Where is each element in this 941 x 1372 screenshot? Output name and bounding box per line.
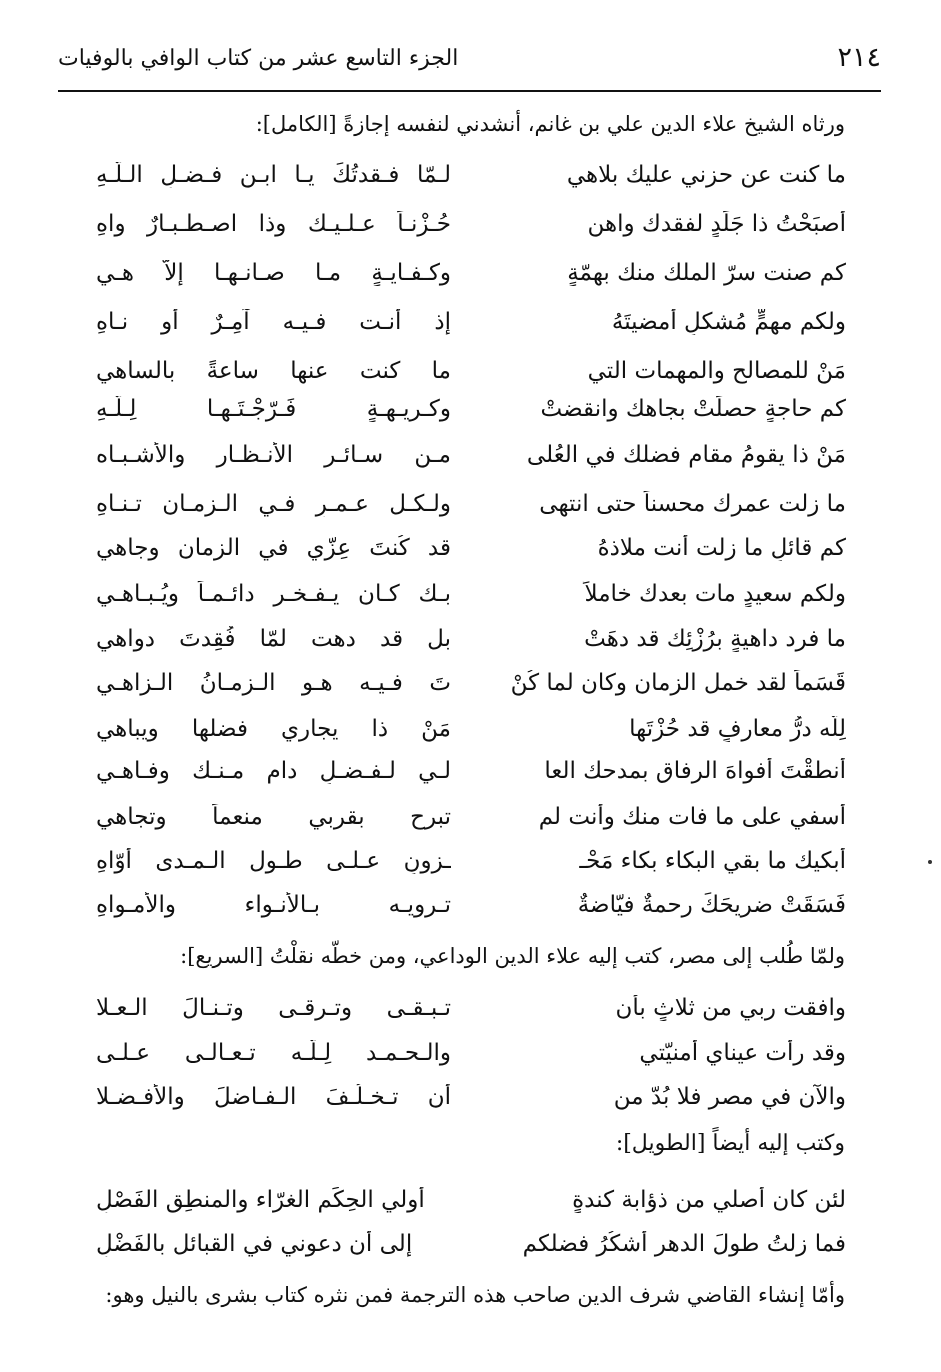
verse-line <box>96 260 846 300</box>
verse-line <box>96 995 846 1035</box>
verse-line <box>96 309 846 349</box>
verse-first-hemistich: ولكم سعيدٍ مات بعدك خاملاً <box>584 581 846 607</box>
verse-line <box>96 491 846 531</box>
verse-second-hemistich: تـرويـه بـالأنـواء والأمـواهِ <box>96 892 451 918</box>
verse-first-hemistich: كم صنت سرّ الملك منك بهمّةٍ <box>567 260 846 286</box>
running-title: الجزء التاسع عشر من كتاب الوافي بالوفيات <box>58 46 459 71</box>
verse-first-hemistich: ما كنت عن حزني عليك بلاهي <box>566 162 846 188</box>
verse-first-hemistich: أنطقْتَ أفواهَ الرفاق بمدحك العا <box>544 758 846 784</box>
verse-second-hemistich: ولـكـل عـمـرٍ فـي الـزمـان تـنـاهِ <box>96 491 451 517</box>
verse-line <box>96 758 846 798</box>
verse-first-hemistich: والآن في مصر فلا بُدّ من <box>613 1084 846 1110</box>
verse-line <box>96 1040 846 1080</box>
verse-first-hemistich: لِلّه درُّ معارفٍ قد حُزْتَها <box>629 716 846 742</box>
verse-second-hemistich: ما كنت عنها ساعةً بالساهي <box>96 358 451 384</box>
verse-line <box>96 716 846 756</box>
verse-line <box>96 211 846 251</box>
page-number: ٢١٤ <box>837 42 881 73</box>
verse-first-hemistich: مَنْ للمصالح والمهمات التي <box>587 358 846 384</box>
verse-first-hemistich: فَسَقَتْ ضريحَكَ رحمةٌ فيّاضةٌ <box>577 892 846 918</box>
verse-first-hemistich: قَسَماً لقد خمل الزمان وكان لما كُنْ <box>510 670 846 696</box>
verse-second-hemistich: إلى أن دعوني في القبائل بالفَضْلِ <box>96 1231 413 1257</box>
verse-line <box>96 1187 846 1227</box>
verse-first-hemistich: أسفي على ما فات منك وأنت لم <box>538 804 846 830</box>
page-header <box>58 40 881 92</box>
verse-second-hemistich: أولي الحِكَم الغرّاء والمنطِقِ الفَصْلِ <box>96 1187 425 1213</box>
verse-line <box>96 358 846 398</box>
verse-line <box>96 670 846 710</box>
verse-second-hemistich: وكـفـايـةٍ مـا صـانـهـا إلاّ هـي <box>96 260 451 286</box>
verse-second-hemistich: لـي لـفـضـلٍ دام مـنـك وفـاهـي <box>96 758 451 784</box>
verse-line <box>96 892 846 932</box>
verse-first-hemistich: وافقت ربي من ثلاثٍ بأن <box>615 995 846 1021</box>
verse-second-hemistich: ـزونٍ عـلـى طـول الـمـدى أوّاهِ <box>96 848 451 874</box>
intro-paragraph-1: ورثاه الشيخ علاء الدين علي بن غانم، أنشدني لنفسه إجازةً [الكامل]: <box>255 112 845 136</box>
verse-first-hemistich: ولكم مهمٍّ مُشكلٍ أمضيتَهُ <box>611 309 846 335</box>
verse-line <box>96 1231 846 1271</box>
verse-line <box>96 1084 846 1124</box>
verse-line <box>96 396 846 436</box>
verse-second-hemistich: تَ فـيـه هـو الـزمـانُ الـزاهـي <box>96 670 451 696</box>
closing-paragraph: وأمّا إنشاء القاضي شرف الدين صاحب هذه الترجمة فمن نثره كتاب بشرى بالنيل وهو: <box>105 1283 845 1307</box>
verse-first-hemistich: لئن كان أصلي من ذؤابة كندةٍ <box>572 1187 846 1213</box>
verse-second-hemistich: بـك كـان يـفـخـر دائـمـاً ويُـبـاهـي <box>96 581 451 607</box>
verse-line <box>96 535 846 575</box>
verse-second-hemistich: لـمّا فـقدتُكَ يـا ابـن فـضـلِ الـلّـهِ <box>96 162 451 188</box>
verse-line <box>96 804 846 844</box>
verse-first-hemistich: أصبَحْتُ ذا جَلَدٍ لفقدك واهنٍ <box>587 211 846 237</box>
verse-first-hemistich: كم حاجةٍ حصلَتْ بجاهك وانقضتْ <box>540 396 846 422</box>
verse-second-hemistich: مـن سـائـرِ الأنـظـار والأشـبـاه <box>96 442 451 468</box>
verse-first-hemistich: كم قائلٍ ما زلت أنت ملاذهُ <box>597 535 846 561</box>
intro-paragraph-2: ولمّا طُلب إلى مصر، كتب إليه علاء الدين الوداعي، ومن خطّه نقلْتُ [السريع]: <box>180 944 845 968</box>
verse-second-hemistich: أن تـخـلُـفَ الـفـاضلَ والأفـضـلا <box>96 1084 451 1110</box>
margin-speck <box>928 860 932 864</box>
verse-first-hemistich: ما فرد داهيةٍ برُزْئِك قد دهَتْ <box>584 626 846 652</box>
verse-line <box>96 626 846 666</box>
intro-paragraph-3: وكتب إليه أيضاً [الطويل]: <box>615 1131 845 1156</box>
verse-second-hemistich: بل قد دهت لمّا فُقِدتَ دواهي <box>96 626 451 652</box>
verse-first-hemistich: أبكيك ما بقي البكاء بكاء مَحْـ <box>579 848 846 874</box>
verse-line <box>96 848 846 888</box>
verse-second-hemistich: قد كُنتَ عِزّي في الزمان وجاهي <box>96 535 451 561</box>
verse-second-hemistich: مَنْ ذا يجاري فضلها ويباهي <box>96 716 451 742</box>
verse-second-hemistich: وكـريـهـةٍ فَـرّجْـتَـهـا لِـلّـهِ <box>96 396 451 422</box>
verse-first-hemistich: مَنْ ذا يقومُ مقام فضلك في العُلى <box>526 442 846 468</box>
verse-second-hemistich: تـبـقـى وتـرقـى وتـنـالَ الـعـلا <box>96 995 451 1021</box>
verse-line <box>96 442 846 482</box>
verse-second-hemistich: إذ أنـت فـيـه آمِـرٌ أو نـاهِ <box>96 309 451 335</box>
verse-first-hemistich: ما زلت عمرك محسناً حتى انتهى <box>539 491 846 517</box>
verse-line <box>96 581 846 621</box>
verse-second-hemistich: تبرح بقربي منعماً وتجاهي <box>96 804 451 830</box>
verse-first-hemistich: فما زلتُ طولَ الدهر أشكُرُ فضلكم <box>522 1231 846 1257</box>
verse-second-hemistich: والـحـمـد لِـلّـه تـعـالـى عـلـى <box>96 1040 451 1066</box>
verse-line <box>96 162 846 202</box>
verse-second-hemistich: حُـزْنـاً عـلـيـك وذا اصـطـبـارٌ واهِ <box>96 211 451 237</box>
verse-first-hemistich: وقد رأت عيناي أمنيّتي <box>639 1040 846 1066</box>
